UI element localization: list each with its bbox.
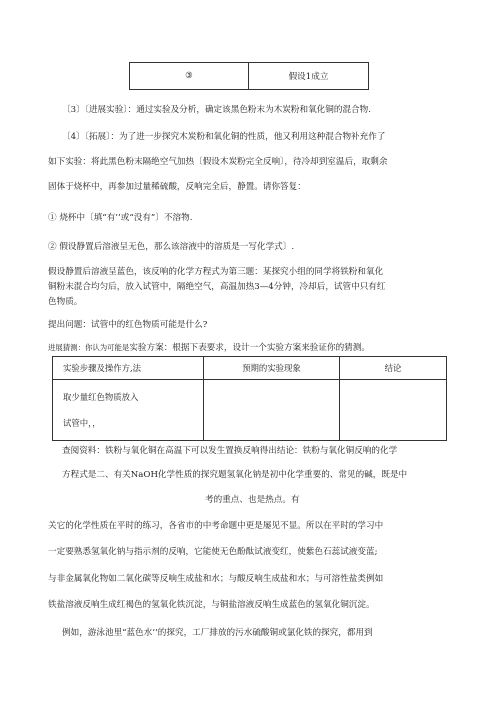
steps-line2: 试管中，，: [63, 418, 101, 428]
reference-line3: 考的重点、也是热点。有: [205, 495, 300, 505]
hypothesis-table: [129, 62, 369, 90]
question-3-line1: 假设静置后溶液呈蓝色，该反响的化学方程式为第三题：某探究小组的同学将铁粉和氧化: [48, 267, 384, 277]
guess-prompt: 进展猜测：你认为可能是: [48, 343, 130, 352]
reference-line1: 查阅资料：铁粉与氧化铜在高温下可以发生置换反响得出结论：铁粉与氧化铜反响的化学: [62, 446, 398, 456]
header-conclusion: 结论: [340, 357, 447, 380]
step4-line2: 如下实验：将此黑色粉末隔绝空气加热〔假设木炭粉完全反响〕，待冷却到室温后，取剩余: [48, 157, 388, 167]
step4-line3: 固体于烧杯中，再参加过量稀硫酸，反响完全后，静置。请你答复：: [48, 182, 306, 192]
header-steps: 实验步骤及操作方,法: [53, 357, 204, 380]
steps-line1: 取少量红色物质放入: [63, 392, 139, 402]
header-phenomenon: 预期的实验现象: [204, 357, 340, 380]
body-line2: 一定要熟悉氢氧化钠与指示剂的反响，它能使无色酚酞试液变红，使紫色石蕊试液变蓝;: [48, 547, 378, 557]
body-line5: 例如，游泳池里“蓝色水’’的探究，工厂排放的污水硫酸铜或氯化铁的探究，都用到: [62, 628, 373, 638]
experiment-table: [52, 356, 447, 441]
conclusion-cell: [340, 380, 447, 441]
step3-text: 〔3〕〔进展实验〕：通过实验及分析，确定该黑色粉末为木炭粉和氧化铜的混合物.: [62, 105, 371, 115]
phenomenon-cell: [204, 380, 340, 441]
reference-line2: 方程式是二、有关NaOH化学性质的探究题氢氧化钠是初中化学重要的、常见的碱，既是中: [62, 470, 408, 480]
question-1: ① 烧杯中〔填“有’’或“没有”〕不溶物.: [48, 213, 193, 223]
question-3-line3: 色物质。: [48, 297, 83, 307]
question-3-line2: 铜粉末混合均匀后，放入试管中，隔绝空气，高温加热3—4分钟，冷却后，试管中只有红: [48, 282, 386, 292]
problem-statement: 提出问题：试管中的红色物质可能是什么?: [48, 320, 208, 330]
question-2: ② 假设静置后溶液呈无色，那么该溶液中的溶质是一写化学式〕.: [48, 242, 295, 252]
body-line4: 铁盐溶液反响生成红褐色的氢氧化铁沉淀，与铜盐溶液反响生成蓝色的氢氧化铜沉淀。: [48, 600, 375, 610]
step4-line1: 〔4〕〔拓展〕：为了进一步探究木炭粉和氧化铜的性质，他又利用这种混合物补充作了: [62, 132, 386, 142]
body-line1: 关它的化学性质在平时的练习，各省市的中考命题中更是屡见不显。所以在平时的学习中: [48, 521, 384, 531]
experiment-plan-text: 实验方案：根据下表要求，设计一个实验方案来验证你的猜测。: [129, 343, 370, 353]
hypothesis-number: ③: [130, 63, 249, 90]
guess-line: [48, 341, 370, 353]
steps-cell: [53, 380, 204, 441]
body-line3: 与非金属氧化物如二氧化碳等反响生成盐和水；与酸反响生成盐和水；与可溶性盐类例如: [48, 574, 384, 584]
hypothesis-label: 假设1成立: [249, 63, 369, 90]
